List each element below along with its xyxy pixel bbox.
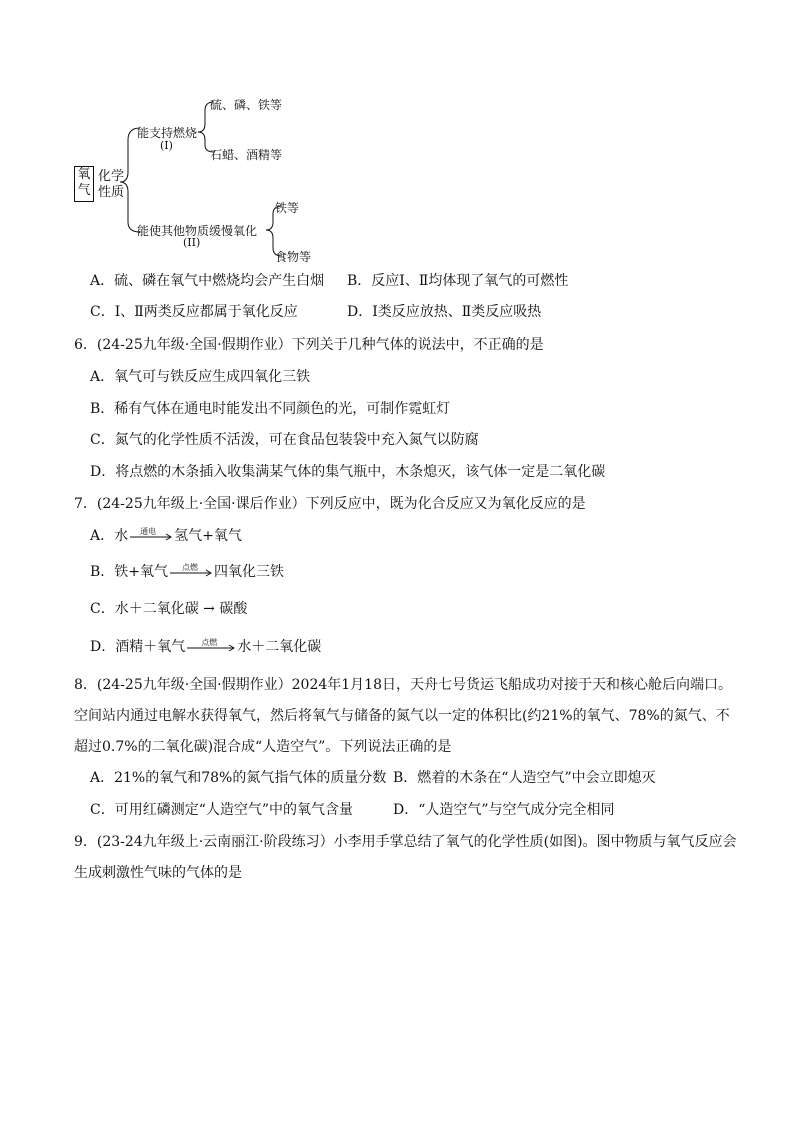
q8-option-a: A．21%的氧气和78%的氮气指气体的质量分数 <box>90 770 387 786</box>
q7-b-condition: 点燃 <box>182 563 199 572</box>
q5-option-c: C．Ⅰ、Ⅱ两类反应都属于氧化反应 <box>90 304 298 320</box>
branch1-roman: (I) <box>160 139 173 152</box>
q7-a-post: 氢气+氧气 <box>174 528 242 544</box>
reaction-arrow-icon <box>168 562 214 582</box>
q7-a-arrow <box>128 526 174 546</box>
q7-a-condition: 通电 <box>140 527 157 536</box>
q5-option-d: D．Ⅰ类反应放热、Ⅱ类反应吸热 <box>347 304 542 320</box>
q7-b-post: 四氧化三铁 <box>214 564 285 580</box>
q7-option-d <box>90 637 321 657</box>
oxygen-box-text: 氧气 <box>77 167 91 198</box>
diagram-braces <box>0 0 794 300</box>
q9-line1: 9．(23-24九年级上·云南丽江·阶段练习）小李用手掌总结了氧气的化学性质(如图)。图中物质与氧气反应会 <box>74 834 737 850</box>
q5-option-a: A．硫、磷在氧气中燃烧均会产生白烟 <box>90 273 325 289</box>
q7-d-post: 水＋二氧化碳 <box>237 639 322 655</box>
q8-option-b: B．燃着的木条在“人造空气”中会立即熄灭 <box>393 770 656 786</box>
q8-line1: 8．(24-25九年级·全国·假期作业）2024年1月18日，天舟七号货运飞船成功对接于天和核心舱后向端口。 <box>74 677 732 693</box>
q6-option-a: A．氧气可与铁反应生成四氧化三铁 <box>90 369 311 385</box>
reaction-arrow-icon <box>128 526 174 546</box>
branch1-leaf1: 硫、磷、铁等 <box>210 98 283 112</box>
q9-line2: 生成刺激性气味的气体的是 <box>74 865 242 881</box>
branch2-leaf1: 铁等 <box>275 201 300 215</box>
q6-option-d: D．将点燃的木条插入收集满某气体的集气瓶中，木条熄灭，该气体一定是二氧化碳 <box>90 464 606 480</box>
q7-b-arrow <box>168 562 214 582</box>
reaction-arrow-icon <box>185 637 237 657</box>
chem-label-1: 化学 <box>98 169 125 184</box>
branch2-leaf2: 食物等 <box>275 250 312 264</box>
q8-option-d: D．“人造空气”与空气成分完全相同 <box>393 802 615 818</box>
q7-a-pre: A．水 <box>90 528 129 544</box>
q7-d-condition: 点燃 <box>201 638 218 647</box>
branch1-leaf2: 石蜡、酒精等 <box>210 148 283 162</box>
q8-option-c: C．可用红磷测定“人造空气”中的氧气含量 <box>90 802 354 818</box>
q6-option-b: B．稀有气体在通电时能发出不同颜色的光，可制作霓虹灯 <box>90 401 451 417</box>
branch2-label: 能使其他物质缓慢氧化 <box>137 224 258 238</box>
q7-option-b <box>90 562 284 582</box>
q7-option-c: C．水＋二氧化碳 → 碳酸 <box>90 601 248 617</box>
branch2-roman: (II) <box>183 236 201 249</box>
q6-option-c: C．氮气的化学性质不活泼，可在食品包装袋中充入氮气以防腐 <box>90 432 479 448</box>
q5-option-b: B．反应Ⅰ、Ⅱ均体现了氧气的可燃性 <box>347 273 569 289</box>
q8-line3: 超过0.7%的二氧化碳)混合成“人造空气”。下列说法正确的是 <box>74 739 452 755</box>
q7-option-a <box>90 526 242 546</box>
q7-stem: 7．(24-25九年级上·全国·课后作业）下列反应中，既为化合反应又为氧化反应的是 <box>74 496 586 512</box>
q8-line2: 空间站内通过电解水获得氧气，然后将氧气与储备的氮气以一定的体积比(约21%的氧气、78%的氮气、不 <box>74 708 730 724</box>
main-brace <box>120 128 140 232</box>
q6-stem: 6．(24-25九年级·全国·假期作业）下列关于几种气体的说法中，不正确的是 <box>74 337 544 353</box>
branch1-label: 能支持燃烧 <box>137 126 198 140</box>
chem-label-2: 性质 <box>98 185 125 200</box>
q7-d-arrow <box>185 637 237 657</box>
q7-d-pre: D．酒精＋氧气 <box>90 639 186 655</box>
q7-b-pre: B．铁+氧气 <box>90 564 169 580</box>
